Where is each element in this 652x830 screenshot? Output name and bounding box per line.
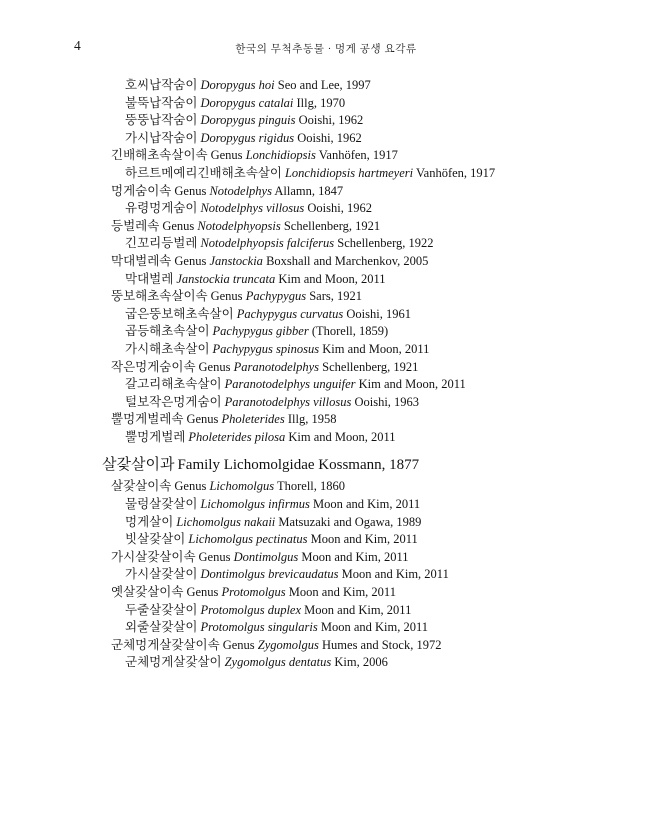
authority: Humes and Stock, 1972 [322, 637, 442, 652]
taxon-row-genus [0, 411, 652, 429]
scientific-name: Lichomolgidae [223, 457, 315, 474]
scientific-name: Lichomolgus nakaii [176, 514, 276, 529]
taxon-row-species [0, 531, 652, 549]
authority: Moon and Kim, 2011 [310, 532, 418, 547]
korean-name: 가시살갗살이 [125, 567, 198, 582]
authority: Kim and Moon, 2011 [288, 429, 396, 444]
rank-label: Genus [186, 585, 219, 600]
taxon-row-species [0, 394, 652, 412]
taxon-row-genus [0, 288, 652, 306]
authority: Thorell, 1860 [276, 479, 346, 494]
authority: Moon and Kim, 2011 [320, 620, 429, 635]
scientific-name: Janstockia truncata [176, 271, 276, 286]
taxon-row-genus [0, 218, 652, 236]
taxon-row-species [0, 77, 652, 95]
korean-name: 뚱뚱납작숨이 [125, 113, 198, 128]
korean-name: 막대벌레속 [111, 253, 172, 268]
taxon-row-species [0, 619, 652, 637]
taxon-row-species [0, 429, 652, 447]
page-header [0, 38, 652, 58]
rank-label: Family [177, 457, 220, 474]
taxon-row-genus [0, 637, 652, 655]
korean-name: 가시납작숨이 [125, 130, 198, 145]
authority: Moon and Kim, 2011 [341, 567, 449, 582]
page-number: 4 [74, 38, 81, 53]
authority: Ooishi, 1961 [346, 306, 411, 321]
taxon-row-family [0, 455, 652, 476]
taxon-row-genus [0, 147, 652, 165]
taxon-row-genus [0, 549, 652, 567]
taxon-row-genus [0, 359, 652, 377]
taxon-row-species [0, 95, 652, 113]
korean-name: 멍게살이 [125, 514, 174, 529]
rank-label: Genus [186, 412, 219, 427]
taxon-row-species [0, 514, 652, 532]
korean-name: 가시살갗살이속 [111, 549, 196, 564]
korean-name: 뿔멍게벌레속 [111, 412, 184, 427]
taxon-row-species [0, 306, 652, 324]
authority: Ooishi, 1963 [354, 394, 420, 409]
scientific-name: Dontimolgus brevicaudatus [200, 567, 339, 582]
scientific-name: Notodelphys [209, 183, 272, 198]
authority: Moon and Kim, 2011 [312, 497, 421, 512]
taxon-row-species [0, 271, 652, 289]
authority: Vanhöfen, 1917 [416, 165, 496, 180]
korean-name: 하르트메예리긴배해초속살이 [125, 165, 282, 180]
scientific-name: Notodelphys villosus [200, 201, 305, 216]
korean-name: 굽은뚱보해초속살이 [125, 306, 234, 321]
authority: Ooishi, 1962 [297, 130, 362, 145]
scientific-name: Lichomolgus [209, 479, 275, 494]
korean-name: 옛살갗살이속 [111, 585, 184, 600]
scientific-name: Dontimolgus [233, 549, 299, 564]
rank-label: Genus [198, 549, 231, 564]
authority: Vanhöfen, 1917 [318, 148, 398, 163]
taxon-row-genus [0, 478, 652, 496]
rank-label: Genus [210, 289, 243, 304]
scientific-name: Lichomolgus infirmus [200, 497, 310, 512]
taxon-row-species [0, 130, 652, 148]
scientific-name: Protomolgus [221, 585, 286, 600]
rank-label: Genus [210, 148, 243, 163]
korean-name: 긴꼬리등벌레 [125, 236, 198, 251]
taxon-row-species [0, 112, 652, 130]
korean-name: 작은멍게숨이속 [111, 359, 196, 374]
scientific-name: Doropygus pinguis [200, 113, 296, 128]
korean-name: 군체멍게살갗살이 [125, 655, 222, 670]
korean-name: 물렁살갗살이 [125, 497, 198, 512]
scientific-name: Pachypygus curvatus [236, 306, 344, 321]
taxon-row-genus [0, 253, 652, 271]
authority: Moon and Kim, 2011 [304, 602, 412, 617]
scientific-name: Paranotodelphys [233, 359, 320, 374]
scientific-name: Zygomolgus dentatus [224, 655, 332, 670]
scientific-name: Paranotodelphys unguifer [224, 377, 356, 392]
taxon-row-species [0, 341, 652, 359]
korean-name: 가시해초속살이 [125, 341, 210, 356]
scientific-name: Paranotodelphys villosus [224, 394, 352, 409]
authority: Matsuzaki and Ogawa, 1989 [278, 514, 422, 529]
authority: Ooishi, 1962 [298, 113, 364, 128]
rank-label: Genus [198, 359, 231, 374]
authority: Kim, 2006 [334, 655, 388, 670]
authority: Moon and Kim, 2011 [301, 549, 409, 564]
scientific-name: Janstockia [209, 253, 263, 268]
taxon-row-species [0, 566, 652, 584]
taxon-row-species [0, 654, 652, 672]
authority: Seo and Lee, 1997 [277, 78, 371, 92]
korean-name: 곱등해초속살이 [125, 324, 210, 339]
authority: Illg, 1958 [287, 412, 337, 427]
korean-name: 군체멍게살갗살이속 [111, 637, 220, 652]
korean-name: 살갗살이과 [102, 457, 175, 474]
korean-name: 뚱보해초속살이속 [111, 289, 208, 304]
taxon-row-species [0, 165, 652, 183]
scientific-name: Doropygus catalai [200, 95, 294, 110]
korean-name: 털보작은멍게숨이 [125, 394, 222, 409]
korean-name: 멍게숨이속 [111, 183, 172, 198]
authority: Moon and Kim, 2011 [288, 585, 396, 600]
authority: Schellenberg, 1921 [283, 218, 381, 233]
rank-label: Genus [222, 637, 255, 652]
korean-name: 긴배해초속살이속 [111, 148, 208, 163]
scientific-name: Lonchidiopsis [245, 148, 316, 163]
authority: Sars, 1921 [309, 289, 362, 304]
scientific-name: Pachypygus spinosus [212, 341, 320, 356]
running-head: 한국의 무척추동물 · 멍게 공생 요각류 [235, 44, 417, 55]
korean-name: 등벌레속 [111, 218, 160, 233]
authority: Kossmann, 1877 [318, 457, 420, 474]
korean-name: 외줄살갗살이 [125, 620, 198, 635]
taxon-row-species [0, 496, 652, 514]
korean-name: 막대벌레 [125, 271, 174, 286]
taxon-row-species [0, 235, 652, 253]
authority: Kim and Moon, 2011 [358, 377, 466, 392]
scientific-name: Lichomolgus pectinatus [188, 532, 308, 547]
scientific-name: Pachypygus [245, 289, 307, 304]
taxon-row-species [0, 602, 652, 620]
taxon-row-species [0, 376, 652, 394]
taxon-row-genus [0, 183, 652, 201]
rank-label: Genus [174, 183, 207, 198]
scientific-name: Protomolgus duplex [200, 602, 302, 617]
scientific-name: Notodelphyopsis falciferus [200, 236, 335, 251]
korean-name: 살갗살이속 [111, 479, 172, 494]
authority: Illg, 1970 [296, 95, 346, 110]
taxon-row-species [0, 323, 652, 341]
scientific-name: Pholeterides [221, 412, 285, 427]
authority: (Thorell, 1859) [311, 324, 389, 339]
authority: Schellenberg, 1921 [322, 359, 419, 374]
scientific-name: Pholeterides pilosa [188, 429, 286, 444]
korean-name: 빗살갗살이 [125, 532, 186, 547]
scientific-name: Doropygus hoi [200, 78, 275, 92]
authority: Kim and Moon, 2011 [322, 341, 430, 356]
authority: Boxshall and Marchenkov, 2005 [266, 253, 429, 268]
korean-name: 호씨납작숨이 [125, 78, 198, 92]
authority: Allamn, 1847 [274, 183, 344, 198]
scientific-name: Protomolgus singularis [200, 620, 318, 635]
korean-name: 두줄살갗살이 [125, 602, 198, 617]
scientific-name: Pachypygus gibber [212, 324, 309, 339]
taxon-row-genus [0, 584, 652, 602]
scientific-name: Zygomolgus [257, 637, 319, 652]
authority: Schellenberg, 1922 [337, 236, 434, 251]
rank-label: Genus [174, 253, 207, 268]
authority: Kim and Moon, 2011 [278, 271, 386, 286]
korean-name: 유령멍게숨이 [125, 201, 198, 216]
korean-name: 갈고리해초속살이 [125, 377, 222, 392]
scientific-name: Lonchidiopsis hartmeyeri [284, 165, 414, 180]
scientific-name: Notodelphyopsis [197, 218, 281, 233]
korean-name: 뿔멍게벌레 [125, 429, 186, 444]
scientific-name: Doropygus rigidus [200, 130, 295, 145]
authority: Ooishi, 1962 [307, 201, 372, 216]
taxon-list [0, 77, 652, 672]
rank-label: Genus [162, 218, 195, 233]
taxon-row-species [0, 200, 652, 218]
rank-label: Genus [174, 479, 207, 494]
korean-name: 불뚝납작숨이 [125, 95, 198, 110]
